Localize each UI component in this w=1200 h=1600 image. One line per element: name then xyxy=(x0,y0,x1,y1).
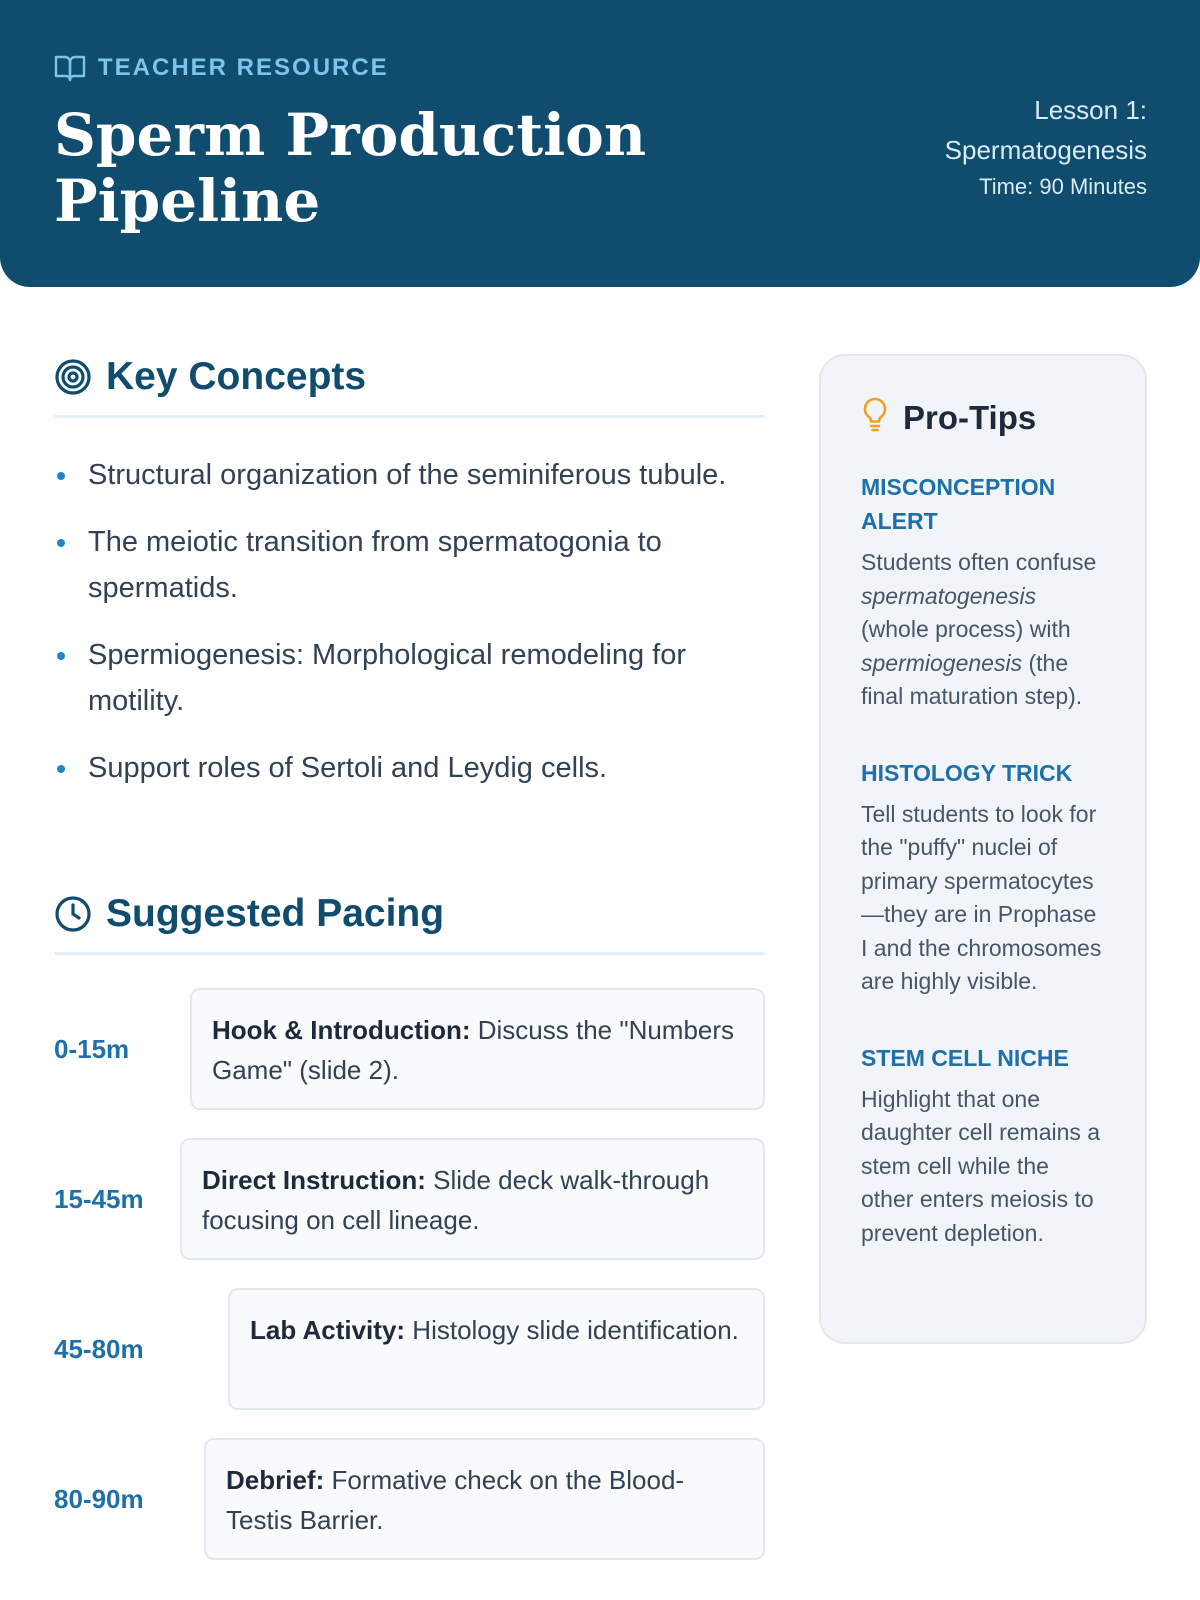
concept-item: Structural organization of the seminiferous tubule. xyxy=(54,452,765,498)
concept-item: The meiotic transition from spermatogonia to spermatids. xyxy=(54,519,765,611)
pro-tips-label: Pro-Tips xyxy=(903,399,1037,436)
pacing-card xyxy=(180,1138,765,1260)
pacing-card-text: Discuss the "Numbers Game" (slide 2). xyxy=(212,1015,735,1085)
concept-item: Support roles of Sertoli and Leydig cells. xyxy=(54,745,765,791)
page-header xyxy=(0,0,1200,287)
book-icon xyxy=(54,54,86,82)
target-icon xyxy=(54,358,92,396)
tip-body xyxy=(861,546,1105,714)
pacing-row xyxy=(54,988,765,1110)
tip-text: (the final maturation step). xyxy=(861,649,1083,709)
pacing-row xyxy=(54,1288,765,1410)
pacing-card-text: Slide deck walk-through focusing on cell lineage. xyxy=(202,1165,710,1235)
tip-body: Tell students to look for the "puffy" nuclei of primary spermatocytes—they are in Prophase I and the chromosomes are highly visible. xyxy=(861,800,1102,994)
eyebrow-label: TEACHER RESOURCE xyxy=(98,54,389,81)
pacing-heading xyxy=(54,892,765,955)
tip-body: Highlight that one daughter cell remains a stem cell while the other enters meiosis to prevent depletion. xyxy=(861,1085,1101,1246)
page-title xyxy=(54,102,674,234)
pacing-card-text: Histology slide identification. xyxy=(405,1315,739,1345)
pacing-card-label: Direct Instruction: xyxy=(202,1165,426,1195)
key-concepts-label: Key Concepts xyxy=(106,355,367,398)
lesson-meta xyxy=(907,90,1147,204)
pacing-card-text: Formative check on the Blood-Testis Barrier. xyxy=(226,1465,685,1535)
tip-emphasis: spermatogenesis xyxy=(861,582,1037,609)
concept-item: Spermiogenesis: Morphological remodeling for motility. xyxy=(54,632,765,724)
title-line-2: Pipeline xyxy=(54,167,321,235)
pacing-card xyxy=(228,1288,765,1410)
key-concepts-list xyxy=(54,452,765,812)
pro-tips-heading xyxy=(861,396,1105,440)
pacing-time: 45-80m xyxy=(54,1333,144,1364)
pacing-row xyxy=(54,1438,765,1560)
key-concepts-heading xyxy=(54,355,765,418)
pacing-row xyxy=(54,1138,765,1260)
tip-title: MISCONCEPTION ALERT xyxy=(861,474,1056,534)
pacing-card xyxy=(190,988,765,1110)
clock-icon xyxy=(54,895,92,933)
pacing-time: 0-15m xyxy=(54,1033,130,1064)
pacing-card-label: Lab Activity: xyxy=(250,1315,406,1345)
pacing-card xyxy=(204,1438,765,1560)
lightbulb-icon xyxy=(861,396,889,440)
lesson-time: Time: 90 Minutes xyxy=(979,174,1147,199)
title-line-1: Sperm Production xyxy=(54,101,647,169)
pacing-card-label: Hook & Introduction: xyxy=(212,1015,471,1045)
eyebrow xyxy=(54,54,389,82)
pacing-label: Suggested Pacing xyxy=(106,892,445,935)
pacing-time: 80-90m xyxy=(54,1483,144,1514)
tip-text: (whole process) with xyxy=(861,616,1071,642)
pro-tips-panel xyxy=(819,354,1147,1344)
pacing-card-label: Debrief: xyxy=(226,1465,325,1495)
pacing-time: 15-45m xyxy=(54,1183,144,1214)
tip-emphasis: spermiogenesis xyxy=(861,649,1023,676)
tip-title: HISTOLOGY TRICK xyxy=(861,759,1073,786)
tip-text: Students often confuse xyxy=(861,549,1097,575)
lesson-name: Lesson 1: Spermatogenesis xyxy=(944,95,1147,165)
tip-title: STEM CELL NICHE xyxy=(861,1044,1069,1071)
